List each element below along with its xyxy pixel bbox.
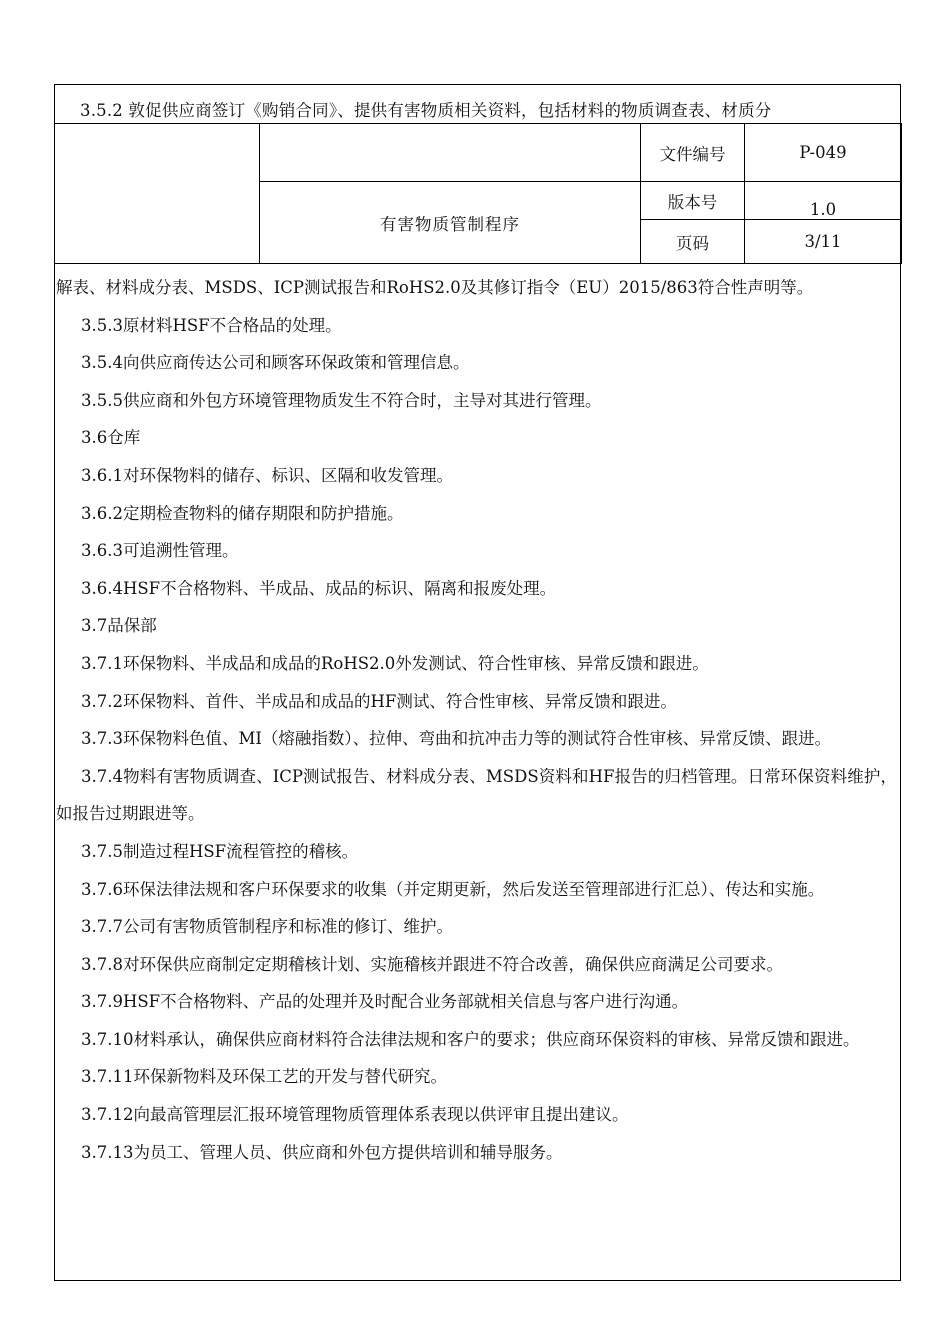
paragraph: 3.7.13为员工、管理人员、供应商和外包方提供培训和辅导服务。 <box>81 1142 563 1162</box>
document-body <box>54 263 901 1171</box>
paragraph: 3.7品保部 <box>81 616 157 636</box>
paragraph: 3.7.2环保物料、首件、半成品和成品的HF测试、符合性审核、异常反馈和跟进。 <box>81 691 677 711</box>
paragraph: 3.7.7公司有害物质管制程序和标准的修订、维护。 <box>81 917 453 937</box>
paragraph: 3.6仓库 <box>81 428 141 448</box>
paragraph: 3.7.3环保物料色值、MI（熔融指数）、拉伸、弯曲和抗冲击力等的测试符合性审核、异常反馈、跟进。 <box>81 729 832 749</box>
paragraph: 3.5.3原材料HSF不合格品的处理。 <box>81 315 342 335</box>
paragraph: 3.6.3可追溯性管理。 <box>81 541 239 561</box>
page-label: 页码 <box>641 220 745 264</box>
paragraph: 3.7.6环保法律法规和客户环保要求的收集（并定期更新，然后发送至管理部进行汇总）、传达和实施。 <box>81 879 825 899</box>
doc-no-value: P-049 <box>745 124 902 182</box>
paragraph: 3.7.4物料有害物质调查、ICP测试报告、材料成分表、MSDS资料和HF报告的归档管理。日常环保资料维护，如报告过期跟进等。 <box>56 766 897 824</box>
paragraph: 3.6.4HSF不合格物料、半成品、成品的标识、隔离和报废处理。 <box>81 578 557 598</box>
paragraph: 3.7.12向最高管理层汇报环境管理物质管理体系表现以供评审且提出建议。 <box>81 1105 629 1125</box>
paragraph: 3.7.11环保新物料及环保工艺的开发与替代研究。 <box>81 1067 447 1087</box>
version-label: 版本号 <box>641 182 745 220</box>
page-value: 3/11 <box>745 220 902 264</box>
document-header-table <box>54 123 902 264</box>
paragraph: 3.7.9HSF不合格物料、产品的处理并及时配合业务部就相关信息与客户进行沟通。 <box>81 992 689 1012</box>
paragraph: 3.7.8对环保供应商制定定期稽核计划、实施稽核并跟进不符合改善，确保供应商满足公司要求。 <box>81 954 783 974</box>
paragraph: 3.6.1对环保物料的储存、标识、区隔和收发管理。 <box>81 465 453 485</box>
doc-no-label: 文件编号 <box>641 124 745 182</box>
logo-cell <box>55 124 260 264</box>
paragraph: 3.7.5制造过程HSF流程管控的稽核。 <box>81 841 359 861</box>
version-value: 1.0 <box>745 182 902 220</box>
paragraph: 3.5.4向供应商传达公司和顾客环保政策和管理信息。 <box>81 353 470 373</box>
paragraph: 3.7.1环保物料、半成品和成品的RoHS2.0外发测试、符合性审核、异常反馈和跟进。 <box>81 653 709 673</box>
title-cell-top <box>260 124 641 182</box>
paragraph: 3.7.10材料承认，确保供应商材料符合法律法规和客户的要求；供应商环保资料的审核、异常反馈和跟进。 <box>81 1029 860 1049</box>
continued-paragraph-line: 3.5.2 敦促供应商签订《购销合同》、提供有害物质相关资料，包括材料的物质调查表、材质分 <box>80 101 772 120</box>
paragraph: 解表、材料成分表、MSDS、ICP测试报告和RoHS2.0及其修订指令（EU）2015/863符合性声明等。 <box>56 278 814 297</box>
document-title: 有害物质管制程序 <box>260 182 641 264</box>
paragraph: 3.5.5供应商和外包方环境管理物质发生不符合时，主导对其进行管理。 <box>81 390 602 410</box>
paragraph: 3.6.2定期检查物料的储存期限和防护措施。 <box>81 503 404 523</box>
